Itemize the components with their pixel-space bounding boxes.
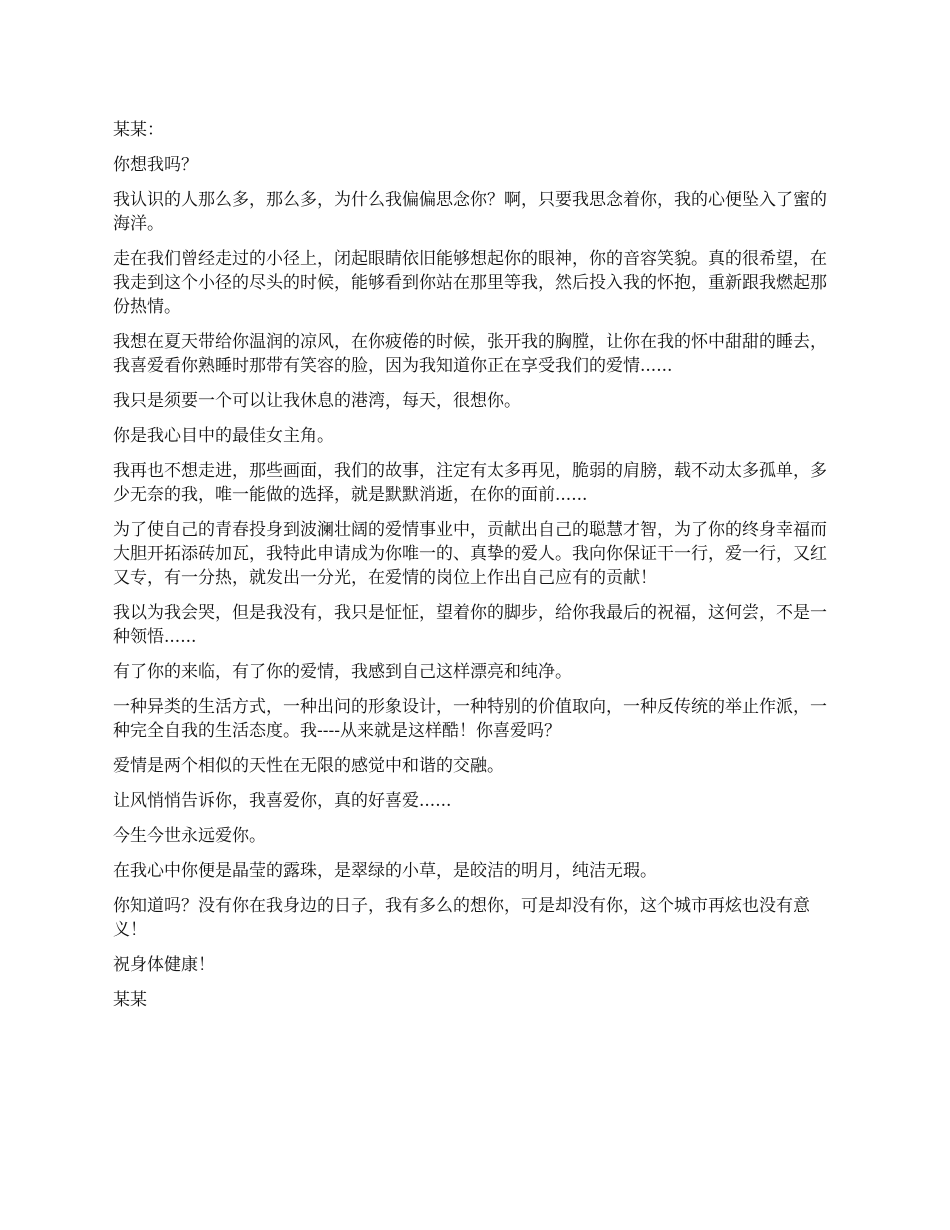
paragraph: 在我心中你便是晶莹的露珠，是翠绿的小草，是皎洁的明月，纯洁无瑕。 (113, 861, 657, 881)
paragraph: 有了你的来临，有了你的爱情，我感到自己这样漂亮和纯净。 (113, 662, 572, 682)
paragraph: 我再也不想走进，那些画面，我们的故事，注定有太多再见，脆弱的肩膀，载不动太多孤单，多少无奈的我，唯一能做的选择，就是默默消逝，在你的面前...... (113, 461, 827, 505)
paragraph: 一种异类的生活方式，一种出问的形象设计，一种特别的价值取向，一种反传统的举止作派，一种完全自我的生活态度。我----从来就是这样酷！你喜爱吗？ (113, 697, 827, 741)
paragraph: 你想我吗？ (113, 155, 198, 175)
paragraph: 让风悄悄告诉你，我喜爱你，真的好喜爱...... (113, 791, 452, 811)
paragraph: 我以为我会哭，但是我没有，我只是怔怔，望着你的脚步，给你我最后的祝福，这何尝，不是一种领悟...... (113, 603, 827, 647)
paragraph: 你知道吗？没有你在我身边的日子，我有多么的想你，可是却没有你，这个城市再炫也没有意义！ (113, 896, 810, 940)
paragraph: 你是我心目中的最佳女主角。 (113, 426, 334, 446)
paragraph: 走在我们曾经走过的小径上，闭起眼睛依旧能够想起你的眼神，你的音容笑貌。真的很希望，在我走到这个小径的尽头的时候，能够看到你站在那里等我，然后投入我的怀抱，重新跟我燃起那份热情。 (113, 249, 827, 317)
paragraph: 爱情是两个相似的天性在无限的感觉中和谐的交融。 (113, 756, 504, 776)
paragraph: 为了使自己的青春投身到波澜壮阔的爱情事业中，贡献出自己的聪慧才智，为了你的终身幸福而大胆开拓添砖加瓦，我特此申请成为你唯一的、真挚的爱人。我向你保证干一行，爱一行，又红又专，有一分热，就发出一分光，在爱情的岗位上作出自己应有的贡献！ (113, 520, 827, 588)
letter-body (113, 118, 840, 1023)
salutation: 某某： (113, 120, 164, 140)
paragraph: 我认识的人那么多，那么多，为什么我偏偏思念你？啊，只要我思念着你，我的心便坠入了蜜的海洋。 (113, 190, 827, 234)
paragraph: 今生今世永远爱你。 (113, 826, 266, 846)
closing-wish: 祝身体健康！ (113, 955, 215, 975)
paragraph: 我想在夏天带给你温润的凉风，在你疲倦的时候，张开我的胸膛，让你在我的怀中甜甜的睡去，我喜爱看你熟睡时那带有笑容的脸，因为我知道你正在享受我们的爱情...... (113, 332, 827, 376)
signature: 某某 (113, 990, 147, 1010)
paragraph: 我只是须要一个可以让我休息的港湾，每天，很想你。 (113, 391, 521, 411)
